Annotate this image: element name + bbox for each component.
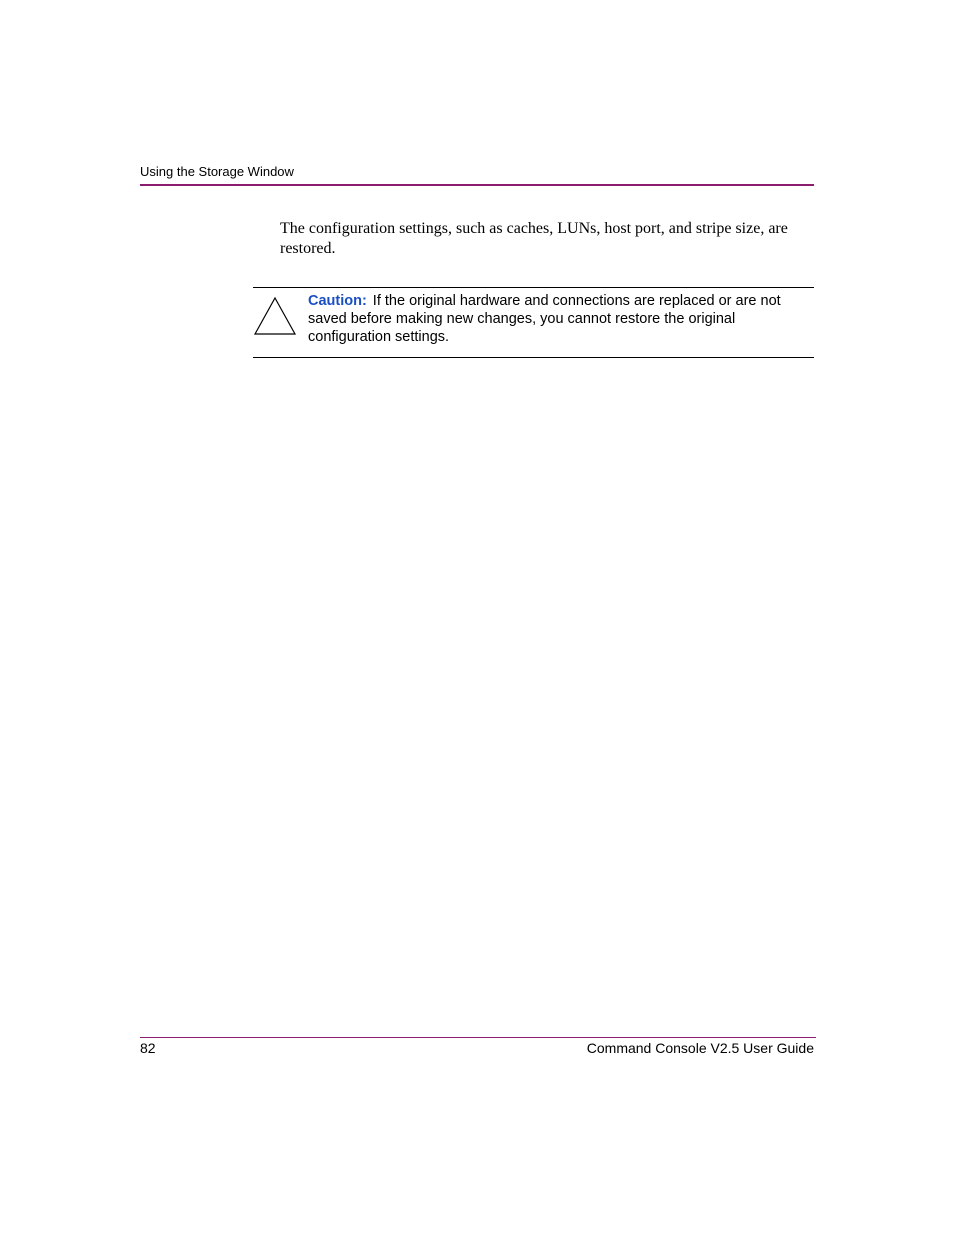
body-paragraph: The configuration settings, such as caches, LUNs, host port, and stripe size, are restored. — [280, 220, 788, 257]
caution-note — [308, 292, 803, 346]
running-header: Using the Storage Window — [140, 164, 294, 179]
document-title: Command Console V2.5 User Guide — [586, 1040, 814, 1056]
warning-triangle-icon — [253, 296, 297, 336]
footer-rule — [140, 1037, 816, 1038]
caution-label: Caution: — [308, 293, 367, 309]
header-rule — [140, 184, 814, 186]
caution-top-rule — [253, 287, 814, 288]
caution-bottom-rule — [253, 357, 814, 358]
page-number: 82 — [140, 1040, 156, 1056]
caution-message: If the original hardware and connections are replaced or are not saved before making new changes, you cannot restore the original configuration settings. — [308, 293, 781, 345]
